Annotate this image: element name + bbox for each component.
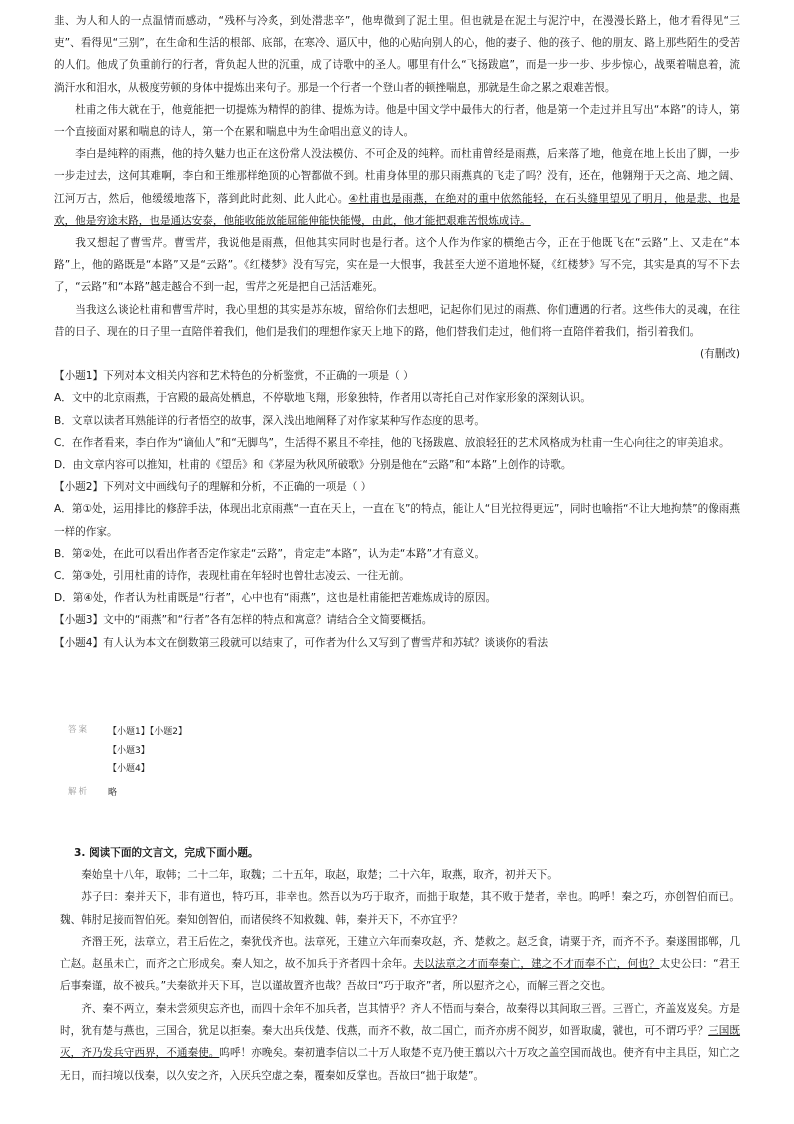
- classical-text: 太史公曰：“君王后事秦谨，故不被兵。”夫秦欲并天下耳，岂以谨故置齐也哉？吾故曰“巧于取齐”者，所以慰齐之心，而解三晋之交也。: [60, 958, 740, 993]
- answer-item: 【小题4】: [108, 764, 150, 775]
- question-1-option-c: C．在作者看来，李白作为“谪仙人”和“无脚鸟”，生活得不累且不牵挂，他的飞扬跋扈、放浪轻狂的艺术风格成为杜甫一生心向往之的审美追求。: [54, 436, 730, 449]
- answer-item: 【小题3】: [108, 745, 150, 756]
- question-1-option-d: D．由文章内容可以推知，杜甫的《望岳》和《茅屋为秋风所破歌》分别是他在“云路”和“本路”上创作的诗歌。: [54, 459, 572, 472]
- question-2: 【小题2】下列对文中画线句子的理解和分析，不正确的一项是（ ）: [54, 481, 372, 494]
- question-1: 【小题1】下列对本文相关内容和艺术特色的分析鉴赏，不正确的一项是（ ）: [54, 370, 414, 383]
- source-note: (有删改): [699, 348, 740, 361]
- classical-paragraph: [60, 931, 740, 998]
- passage-paragraph: [54, 143, 740, 232]
- question-1-option-b: B．文章以读者耳熟能详的行者悟空的故事，深入浅出地阐释了对作家某种写作态度的思考。: [54, 414, 486, 427]
- answer-section: [68, 723, 368, 798]
- answer-item: 【小题1】【小题2】: [108, 727, 187, 737]
- section-3-heading: 3. 阅读下面的文言文，完成下面小题。: [74, 847, 259, 859]
- question-3: 【小题3】文中的“雨燕”和“行者”各有怎样的特点和寓意？请结合全文简要概括。: [54, 614, 433, 627]
- question-2-option-d: D．第④处，作者认为杜甫既是“行者”，心中也有“雨燕”，这也是杜甫能把苦难炼成诗的原因。: [54, 592, 497, 605]
- question-4: 【小题4】有人认为本文在倒数第三段就可以结束了，可作者为什么又写到了曹雪芹和苏轼？谈谈你的看法: [54, 636, 549, 649]
- question-2-option-a: A．第①处，运用排比的修辞手法，体现出北京雨燕“一直在天上，一直在飞”的特点，能让人“目光拉得更远”，同时也喻指“不让大地拘禁”的像雨燕一样的作家。: [54, 503, 740, 538]
- answer-label: 答案: [68, 725, 90, 735]
- question-2-option-c: C．第③处，引用杜甫的诗作，表现杜甫在年轻时也曾壮志凌云、一往无前。: [54, 570, 410, 583]
- question-2-option-b: B．第②处，在此可以看出作者否定作家走“云路”，肯定走“本路”，认为走“本路”才有意义。: [54, 547, 486, 560]
- analysis-text: 略: [108, 787, 118, 798]
- section-3: [60, 842, 740, 1087]
- passage-paragraph: 韭、为人和人的一点温情而感动，“残杯与冷炙，到处潜悲辛”，他卑微到了泥土里。但也就是在泥土与泥泞中，在漫漫长路上，他才看得见“三吏”、看得见“三别”，在生命和生活的根部、底部，在寒冷、逼仄中，他的心贴向别人的心，他的妻子、他的孩子、他的朋友、路上那些陌生的受苦的人们。他成了负重前行的行者，背负起人世的沉重，成了诗歌中的圣人。哪里有什么“飞扬跋扈”，而是一步一步、步步惊心，战栗着喘息着，流淌汗水和泪水，从极度劳顿的身体中提炼出来句子。那是一个行者一个登山者的顿挫喘息，那就是生命之累之艰难苦恨。: [54, 15, 740, 94]
- underlined-sentence: 三国既灭，齐乃发兵守西界，不通秦使。: [60, 1025, 741, 1060]
- underlined-sentence: 夫以法章之才而奉秦亡，建之不才而奉不亡，何也？: [413, 958, 660, 971]
- classical-paragraph: 苏子曰：秦并天下，非有道也，特巧耳，非幸也。然吾以为巧于取齐，而拙于取楚，其不败于楚者，幸也。呜呼！秦之巧，亦创智伯而已。魏、韩肘足接而智伯死。秦知创智伯，而诸侯终不知救魏、韩，秦并天下，不亦宜乎？: [60, 891, 740, 926]
- classical-paragraph: 秦始皇十八年，取韩；二十二年，取魏；二十五年，取赵，取楚；二十六年，取燕，取齐，初并天下。: [81, 869, 558, 881]
- passage-paragraph: 杜甫之伟大就在于，他竟能把一切提炼为精悍的韵律、提炼为诗。他是中国文学中最伟大的行者，他是第一个走过并且写出“本路”的诗人，第一个直接面对累和喘息的诗人，第一个在累和喘息中为生命唱出意义的诗人。: [54, 103, 740, 139]
- classical-paragraph: [60, 998, 740, 1087]
- reading-passage: [54, 10, 740, 654]
- underlined-sentence-4: ④杜甫也是雨燕，在绝对的重中依然能轻，在石头缝里望见了明月，他是悲、也是欢，他是穷途末路，也是通达安泰，他能收能放能屈能伸能快能慢，由此，他才能把艰难苦恨炼成诗。: [54, 192, 740, 227]
- classical-text: 齐、秦不两立，秦未尝须臾忘齐也，而四十余年不加兵者，岂其情乎？齐人不悟而与秦合，故秦得以其间取三晋。三晋亡，齐盖岌岌矣。方是时，犹有楚与燕也，三国合，犹足以拒秦。秦大出兵伐楚、伐燕，而齐不救，故二国亡，而齐亦虏不阅岁，如晋取虞，虢也，可不谓巧乎？: [60, 1002, 740, 1038]
- question-1-option-a: A．文中的北京雨燕，于宫殿的最高处栖息，不停歇地飞翔，形象独特，作者用以寄托自己对作家形象的深刻认识。: [54, 392, 591, 405]
- passage-paragraph: 我又想起了曹雪芹。曹雪芹，我说他是雨燕，但他其实同时也是行者。这个人作为作家的横绝古今，正在于他既飞在“云路”上、又走在“本路”上，他的路既是“本路”又是“云路”。《红楼梦》没有写完，实在是一大恨事，我甚至大逆不道地怀疑，《红楼梦》写不完，其实是真的写不下去了，“云路”和“本路”越走越合不到一起，雪芹之死是把自己活活难死。: [54, 237, 740, 294]
- analysis-label: 解析: [68, 786, 90, 797]
- classical-text: 呜呼！亦晚矣。秦初遣李信以二十万人取楚不克乃使王翦以六十万攻之盖空国而战也。使齐有中主具臣，知亡之无日，而扫境以伐秦，以久安之齐，入厌兵空虚之秦，覆秦如反掌也。吾故曰“拙于取楚”。: [60, 1047, 741, 1082]
- passage-paragraph: 当我这么谈论杜甫和曹雪芹时，我心里想的其实是苏东坡，留给你们去想吧，记起你们见过的雨燕、你们遭遇的行者。这些伟大的灵魂，在往昔的日子、现在的日子里一直陪伴着我们，他们是我们的理想作家天上地下的路，他们替我们走过，他们将一直陪伴着我们，指引着我们。: [54, 303, 740, 338]
- classical-text: 齐湣王死，法章立，君王后佐之，秦犹伐齐也。法章死，王建立六年而秦攻赵，齐、楚救之。赵乏食，请粟于齐，而齐不予。秦遂围邯郸，几亡赵。赵虽未亡，而齐之亡形成矣。秦人知之，故不加兵于齐者四十余年。: [60, 935, 740, 971]
- passage-text: 李白是纯粹的雨燕，他的持久魅力也正在这份常人没法模仿、不可企及的纯粹。而杜甫曾经是雨燕，后来落了地，他竟在地上长出了脚，一步一步走过去，这何其难啊，李白和王维那样绝顶的心智都做不到。杜甫身体里的那只雨燕真的飞走了吗？没有，还在，他翱翔于天之高、地之阔、江河万古，然后，他缓缓地落下，落到此时此刻、此人此心。: [54, 148, 740, 205]
